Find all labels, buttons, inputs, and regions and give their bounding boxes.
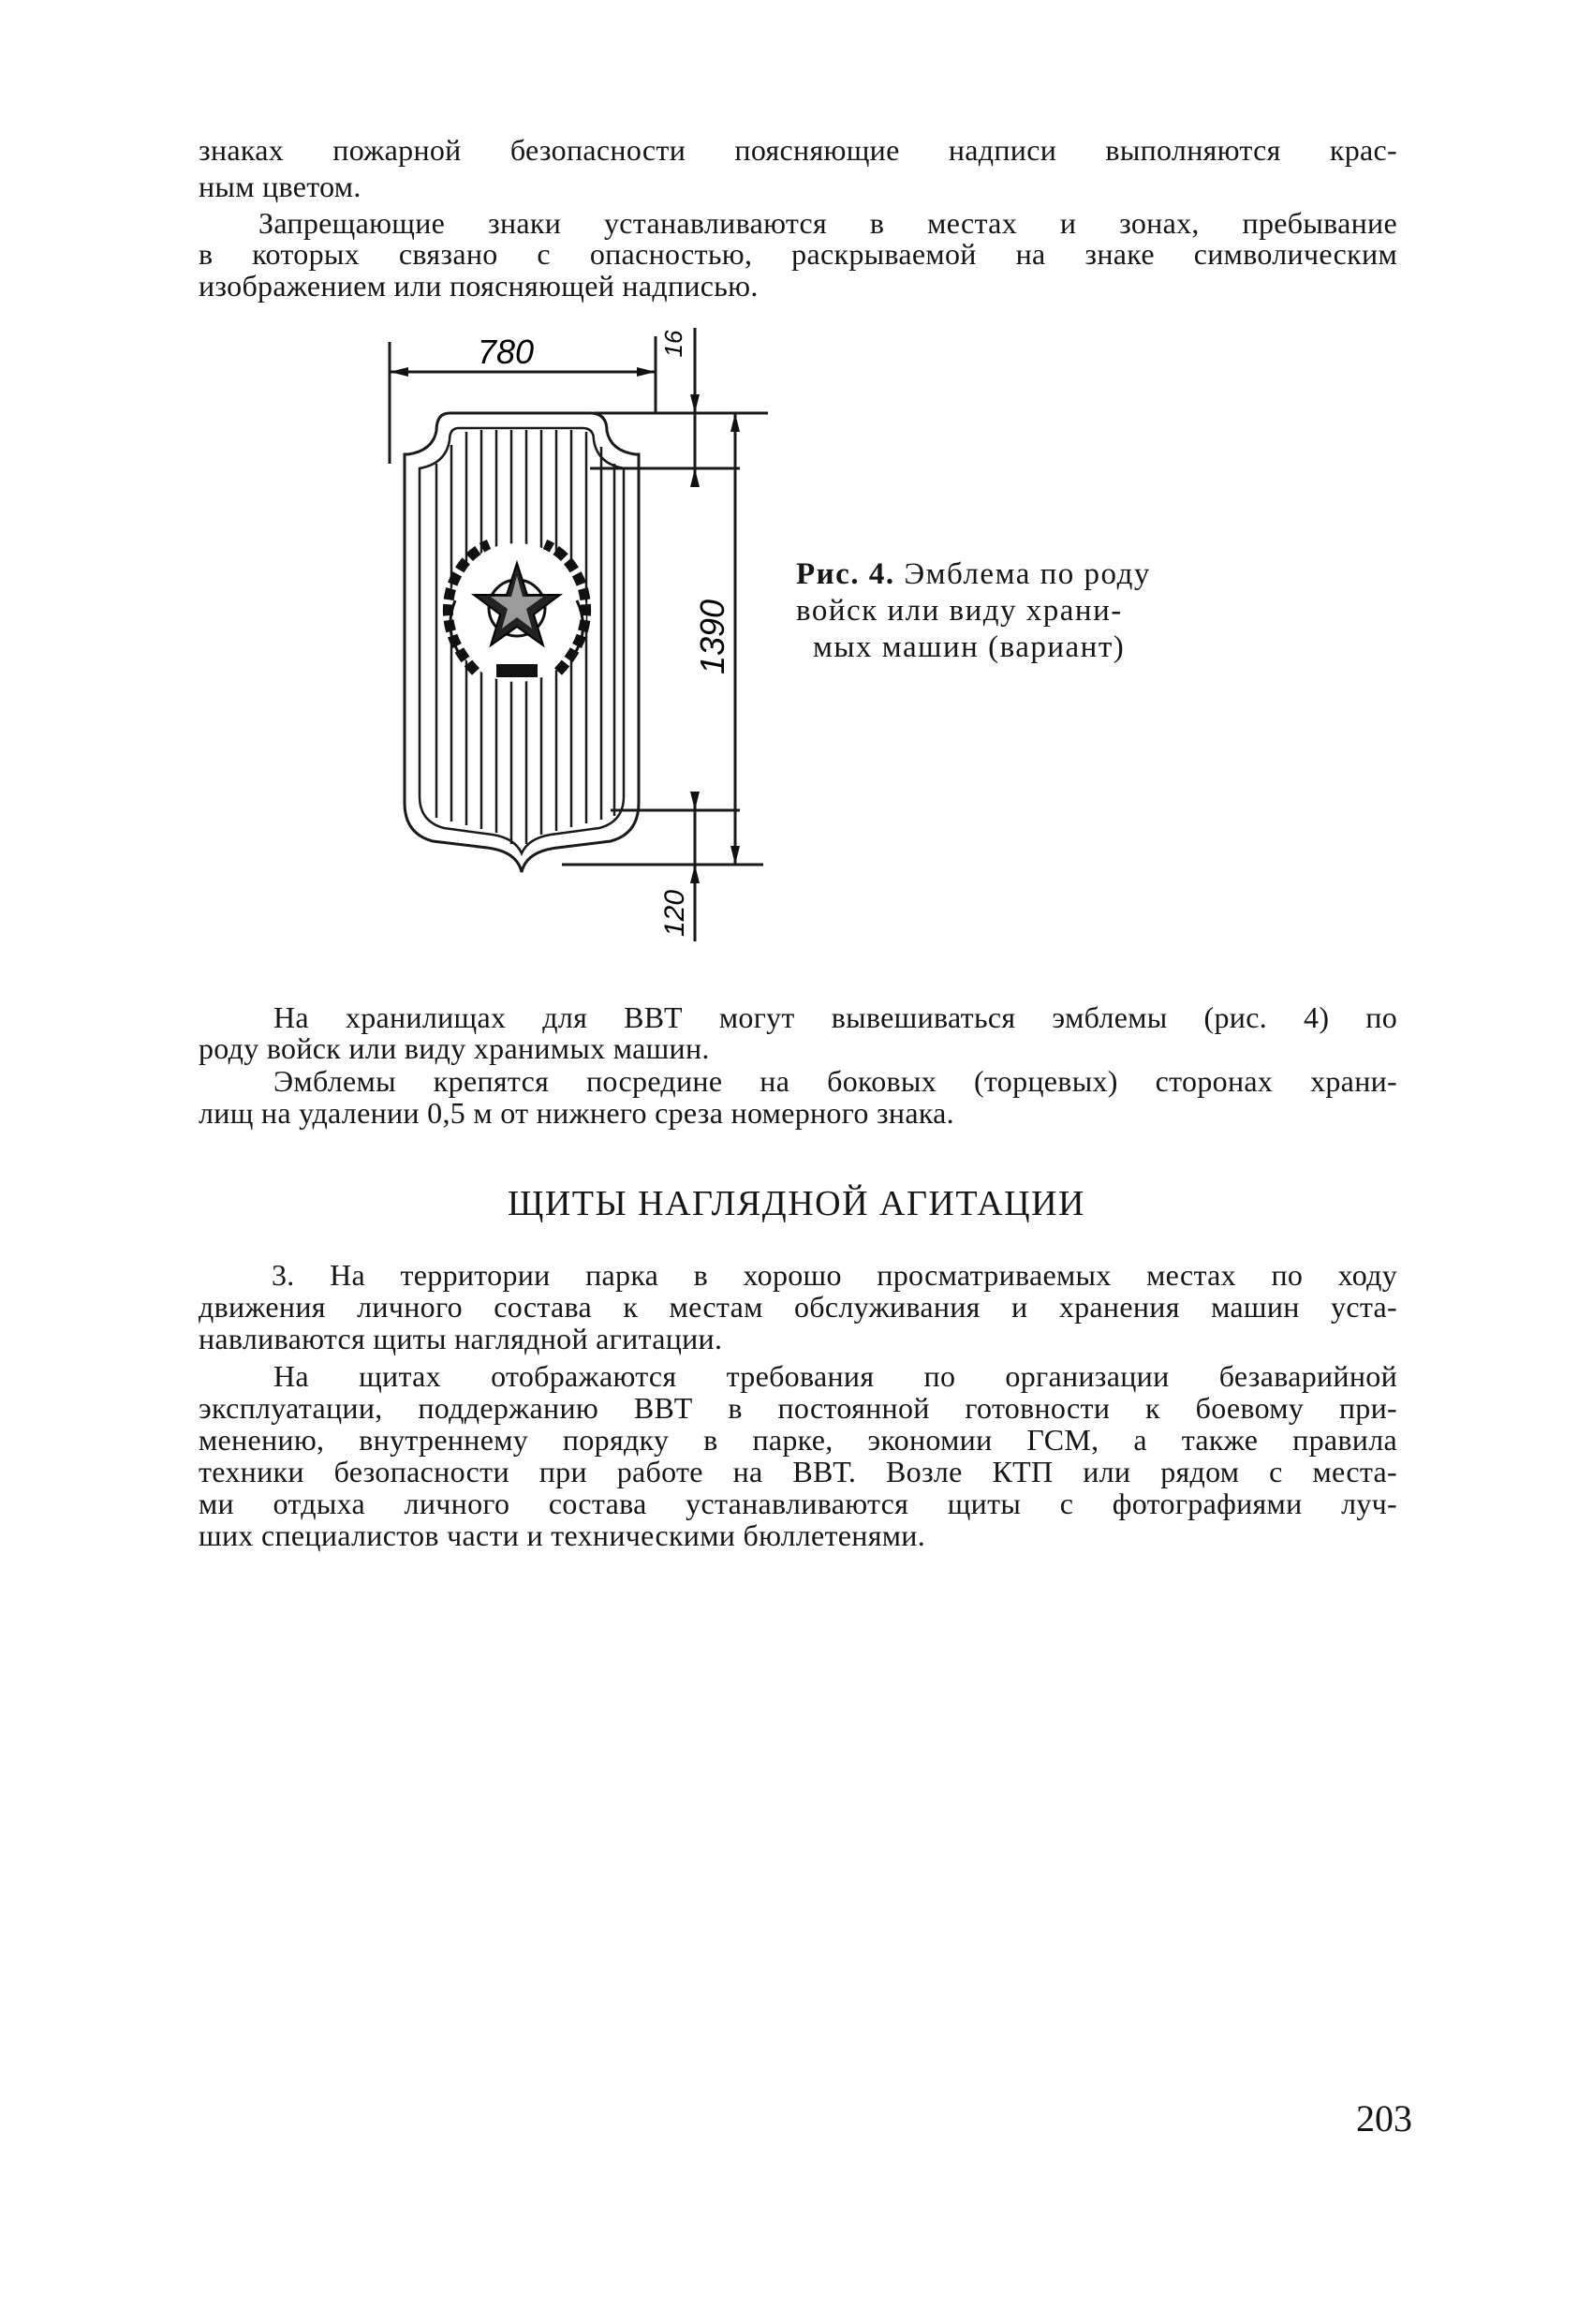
text-line: роду войск или виду хранимых машин. [199, 1031, 710, 1065]
figure-caption-line [796, 555, 1151, 593]
text-line: ным цветом. [199, 170, 361, 203]
text-line: 3. На территории парка в хорошо просматриваемых местах по ходу [272, 1258, 1397, 1292]
text-line: лищ на удалении 0,5 м от нижнего среза номерного знака. [199, 1096, 954, 1130]
dimension-width-label: 780 [477, 333, 535, 371]
text-line: эксплуатации, поддержанию ВВТ в постоянной готовности к боевому при- [199, 1391, 1397, 1425]
text-line: ми отдыха личного состава устанавливаются щиты с фотографиями луч- [199, 1487, 1397, 1520]
text-line: На хранилищах для ВВТ могут вывешиваться эмблемы (рис. 4) по [273, 1000, 1397, 1034]
emblem-figure [365, 323, 787, 960]
text-line: техники безопасности при работе на ВВТ. Возле КТП или рядом с места- [199, 1455, 1397, 1488]
text-line: в которых связано с опасностью, раскрываемой на знаке символическим [199, 237, 1397, 271]
text-line: знаках пожарной безопасности поясняющие надписи выполняются крас- [199, 133, 1397, 167]
text-line: ших специалистов части и техническими бюллетенями. [199, 1518, 926, 1552]
text-line: менению, внутреннему порядку в парке, экономии ГСМ, а также правила [199, 1423, 1397, 1457]
text-line: Эмблемы крепятся посредине на боковых (торцевых) сторонах храни- [273, 1064, 1397, 1098]
figure-caption-line: мых машин (вариант) [813, 630, 1126, 664]
wreath-ribbon [496, 664, 538, 677]
text-line: навливаются щиты наглядной агитации. [199, 1322, 723, 1355]
page-number: 203 [1356, 2097, 1412, 2139]
dimension-bottom-offset-label: 120 [659, 889, 690, 938]
figure-caption-prefix: Рис. 4. [796, 557, 895, 591]
figure-caption-text: Эмблема по роду [904, 557, 1151, 591]
wreath-emblem [448, 543, 586, 682]
figure-caption-line: войск или виду храни- [796, 594, 1123, 628]
text-line: движения личного состава к местам обслуживания и хранения машин уста- [199, 1290, 1397, 1324]
section-heading: ЩИТЫ НАГЛЯДНОЙ АГИТАЦИИ [508, 1184, 1085, 1223]
text-line: Запрещающие знаки устанавливаются в местах и зонах, пребывание [258, 206, 1397, 240]
text-line: изображением или поясняющей надписью. [199, 269, 759, 303]
dimension-height-label: 1390 [693, 599, 731, 675]
text-line: На щитах отображаются требования по организации безаварийной [273, 1359, 1397, 1393]
dimension-top-offset-label: 16 [659, 330, 687, 358]
